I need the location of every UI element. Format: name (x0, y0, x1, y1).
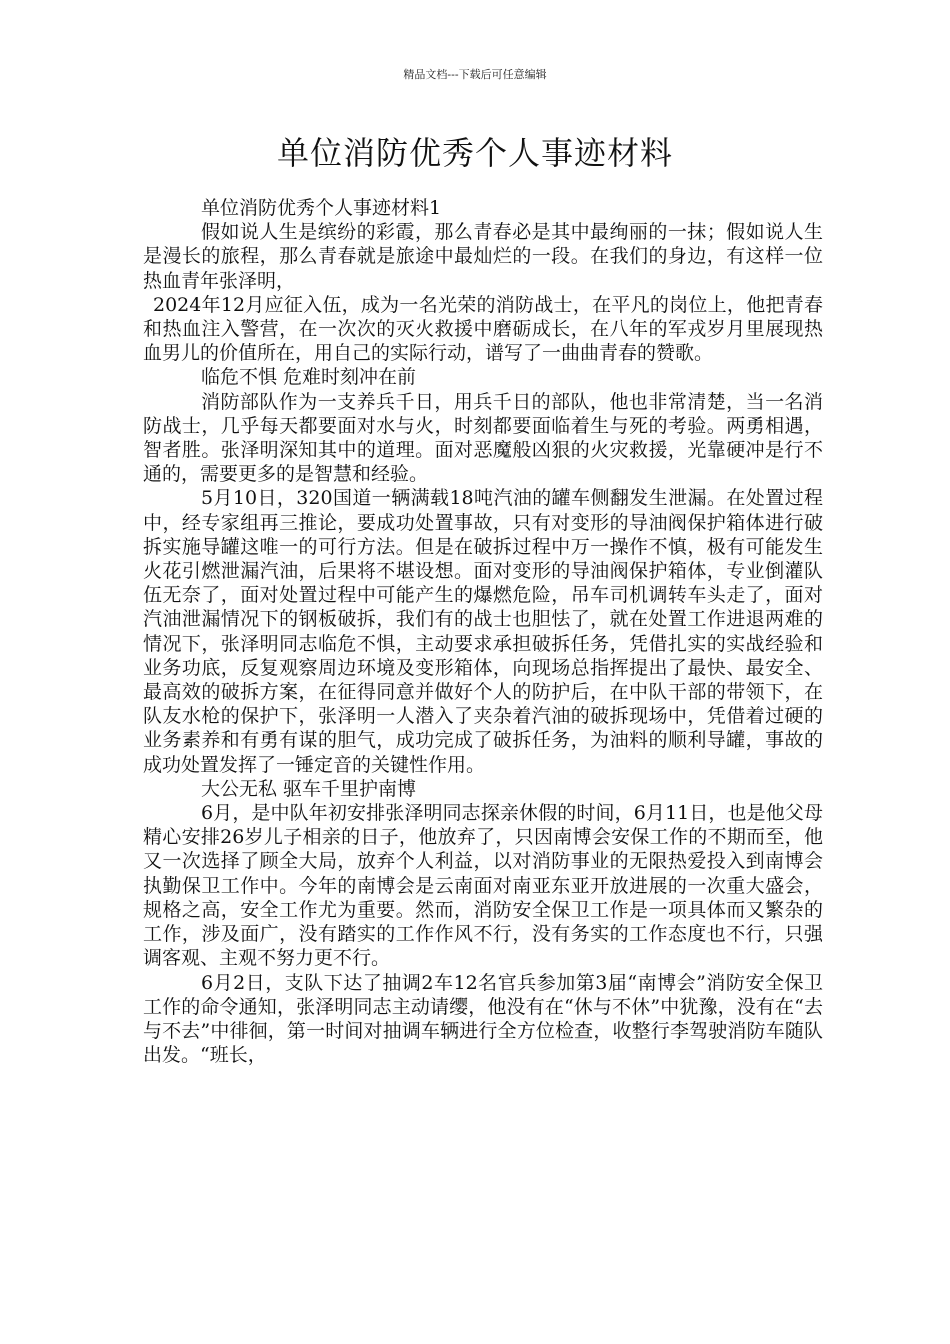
enlistment-paragraph: 2024年12月应征入伍，成为一名光荣的消防战士，在平凡的岗位上，他把青春和热血注入警营，在一次次的灭火救援中磨砺成长，在八年的军戎岁月里展现热血男儿的价值所在，用自己的实际行动，谱写了一曲曲青春的赞歌。 (143, 293, 823, 365)
body-paragraph: 消防部队作为一支养兵千日，用兵千日的部队，他也非常清楚，当一名消防战士，几乎每天都要面对水与火，时刻都要面临着生与死的考验。两勇相遇，智者胜。张泽明深知其中的道理。面对恶魔般凶狠的火灾救援，光靠硬冲是行不通的，需要更多的是智慧和经验。 (143, 390, 823, 486)
section-heading-1: 临危不惧 危难时刻冲在前 (201, 366, 417, 389)
body-paragraph: 6月2日，支队下达了抽调2车12名官兵参加第3届“南博会”消防安全保卫工作的命令通知，张泽明同志主动请缨，他没有在“休与不休”中犹豫，没有在“去与不去”中徘徊，第一时间对抽调车辆进行全方位检查，收整行李驾驶消防车随队出发。“班长， (143, 971, 823, 1067)
body-paragraph: 6月，是中队年初安排张泽明同志探亲休假的时间，6月11日，也是他父母精心安排26岁儿子相亲的日子，他放弃了，只因南博会安保工作的不期而至，他又一次选择了顾全大局，放弃个人利益，以对消防事业的无限热爱投入到南博会执勤保卫工作中。今年的南博会是云南面对南亚东亚开放进展的一次重大盛会，规格之高，安全工作尤为重要。然而，消防安全保卫工作是一项具体而又繁杂的工作，涉及面广，没有踏实的工作作风不行，没有务实的工作态度也不行，只强调客观、主观不努力更不行。 (143, 802, 823, 970)
body-paragraph: 5月10日，320国道一辆满载18吨汽油的罐车侧翻发生泄漏。在处置过程中，经专家组再三推论，要成功处置事故，只有对变形的导油阀保护箱体进行破拆实施导罐这唯一的可行方法。但是在破拆过程中万一操作不慎，极有可能发生火花引燃泄漏汽油，后果将不堪设想。面对变形的导油阀保护箱体，专业倒灌队伍无奈了，面对处置过程中可能产生的爆燃危险，吊车司机调转车头走了，面对汽油泄漏情况下的钢板破拆，我们有的战士也胆怯了，就在处置工作进退两难的情况下，张泽明同志临危不惧，主动要求承担破拆任务，凭借扎实的实战经验和业务功底，反复观察周边环境及变形箱体，向现场总指挥提出了最快、最安全、最高效的破拆方案，在征得同意并做好个人的防护后，在中队干部的带领下，在队友水枪的保护下，张泽明一人潜入了夹杂着汽油的破拆现场中，凭借着过硬的业务素养和有勇有谋的胆气，成功完成了破拆任务，为油料的顺利导罐，事故的成功处置发挥了一锤定音的关键性作用。 (143, 487, 823, 776)
intro-paragraph: 假如说人生是缤纷的彩霞，那么青春必是其中最绚丽的一抹；假如说人生是漫长的旅程，那么青春就是旅途中最灿烂的一段。在我们的身边，有这样一位热血青年张泽明， (143, 221, 823, 292)
section-heading-2: 大公无私 驱车千里护南博 (201, 777, 417, 800)
document-title: 单位消防优秀个人事迹材料 (276, 134, 673, 172)
page-header: 精品文档---下载后可任意编辑 (403, 68, 547, 81)
subtitle-paragraph: 单位消防优秀个人事迹材料1 (201, 197, 442, 219)
document-body (143, 196, 823, 1067)
